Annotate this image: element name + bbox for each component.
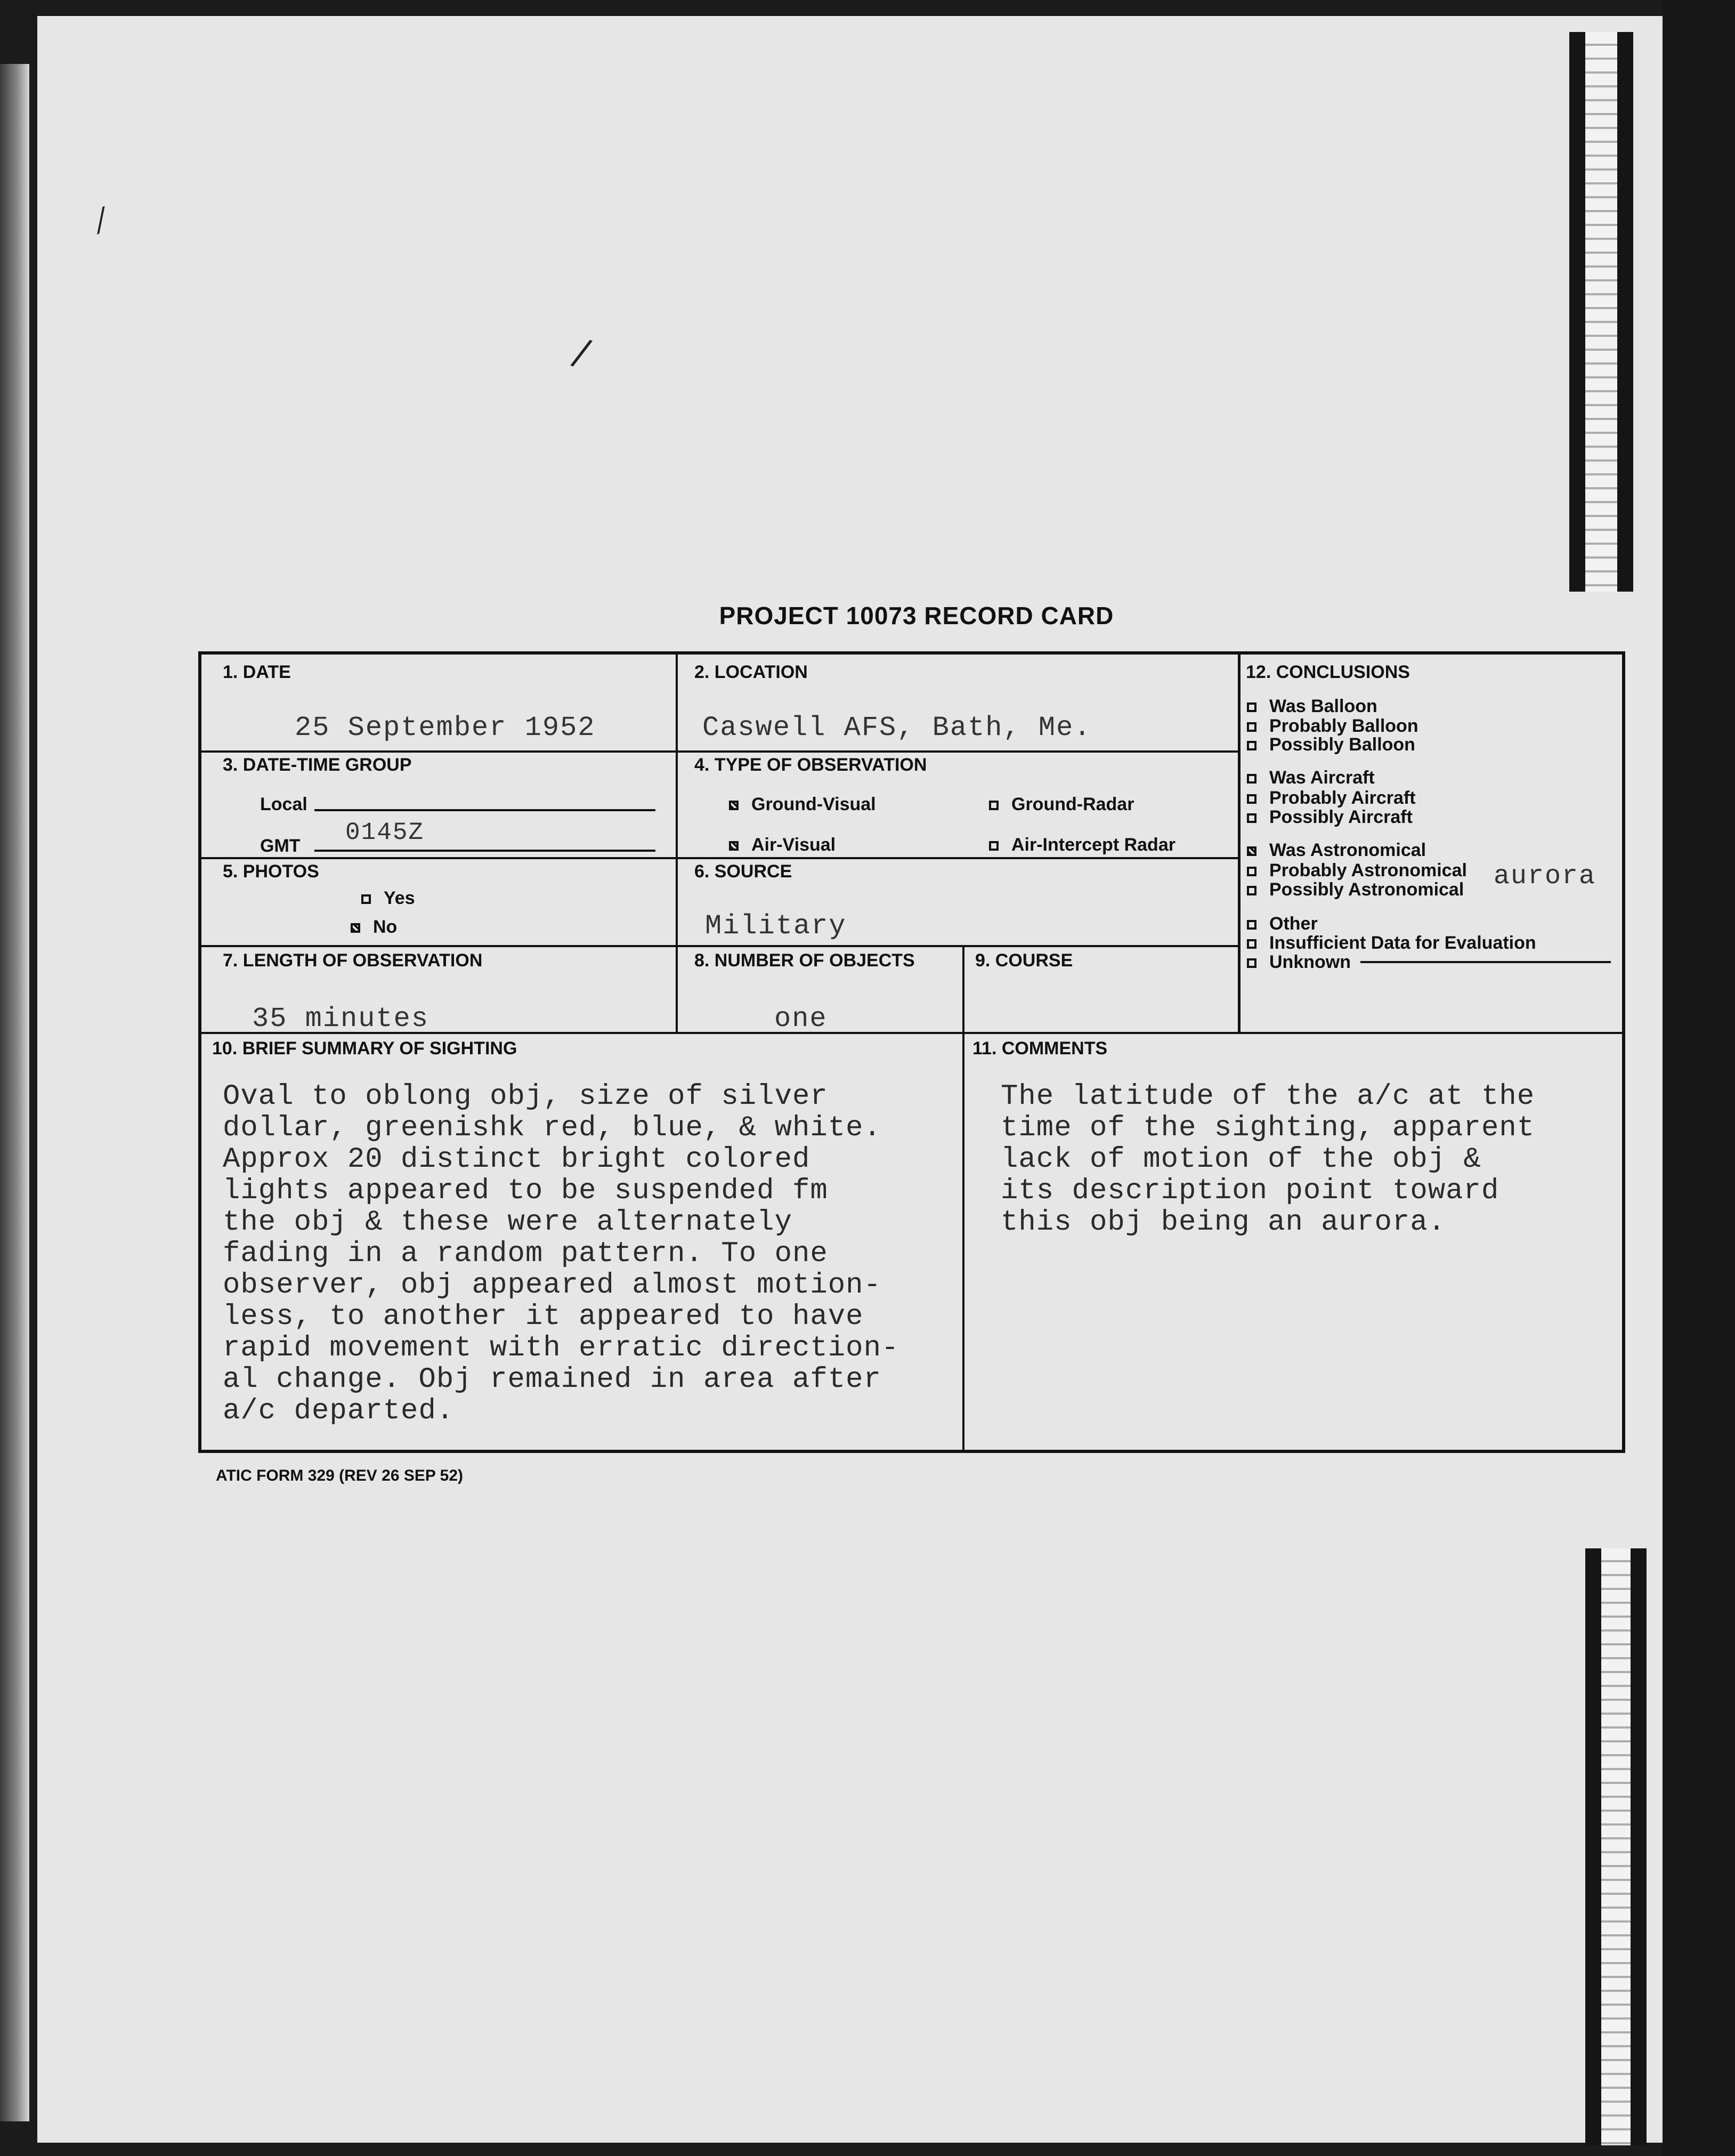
conclusion-item: Insufficient Data for Evaluation bbox=[1247, 933, 1536, 954]
photos-no: No bbox=[351, 917, 397, 938]
summary-line: the obj & these were alternately bbox=[223, 1206, 792, 1239]
comments-line: time of the sighting, apparent bbox=[1001, 1112, 1535, 1144]
date-value: 25 September 1952 bbox=[295, 712, 596, 744]
pen-mark: / bbox=[568, 329, 595, 375]
checkbox-icon bbox=[989, 841, 999, 851]
source-value: Military bbox=[705, 910, 847, 942]
form-number: ATIC FORM 329 (REV 26 SEP 52) bbox=[216, 1467, 464, 1484]
location-value: Caswell AFS, Bath, Me. bbox=[702, 712, 1092, 744]
summary-line: al change. Obj remained in area after bbox=[223, 1363, 881, 1396]
comments-line: this obj being an aurora. bbox=[1001, 1206, 1446, 1239]
gmt-label: GMT bbox=[260, 836, 301, 856]
checkbox-icon bbox=[1247, 741, 1256, 750]
checkbox-icon bbox=[1247, 958, 1256, 968]
conclusions-label: 12. CONCLUSIONS bbox=[1246, 662, 1410, 682]
type-label: 4. TYPE OF OBSERVATION bbox=[694, 755, 927, 775]
length-value: 35 minutes bbox=[252, 1003, 429, 1035]
conclusion-item: Probably Aircraft bbox=[1247, 788, 1416, 809]
conclusion-item: Was Balloon bbox=[1247, 696, 1377, 717]
right-edge bbox=[1663, 0, 1735, 2156]
type-ground-radar: Ground-Radar bbox=[989, 794, 1134, 815]
summary-line: rapid movement with erratic direction- bbox=[223, 1332, 899, 1364]
location-label: 2. LOCATION bbox=[694, 662, 808, 682]
divider bbox=[962, 1032, 964, 1450]
conclusion-item: Possibly Astronomical bbox=[1247, 879, 1464, 900]
conclusion-item: Was Astronomical bbox=[1247, 840, 1426, 861]
local-line bbox=[314, 809, 655, 811]
gmt-line bbox=[314, 850, 655, 852]
dtg-label: 3. DATE-TIME GROUP bbox=[223, 755, 412, 775]
summary-line: lights appeared to be suspended fm bbox=[223, 1175, 828, 1207]
checkbox-icon bbox=[1247, 774, 1256, 784]
divider bbox=[962, 945, 964, 1032]
checkbox-icon bbox=[1247, 939, 1256, 949]
photos-yes: Yes bbox=[361, 888, 415, 909]
summary-line: observer, obj appeared almost motion- bbox=[223, 1269, 881, 1302]
comments-line: lack of motion of the obj & bbox=[1001, 1143, 1481, 1176]
summary-label: 10. BRIEF SUMMARY OF SIGHTING bbox=[212, 1038, 517, 1059]
checked-box-icon bbox=[1247, 846, 1256, 856]
comments-line: its description point toward bbox=[1001, 1175, 1499, 1207]
summary-line: Oval to oblong obj, size of silver bbox=[223, 1080, 828, 1113]
date-label: 1. DATE bbox=[223, 662, 291, 682]
source-label: 6. SOURCE bbox=[694, 861, 792, 882]
summary-line: a/c departed. bbox=[223, 1395, 455, 1427]
local-label: Local bbox=[260, 794, 307, 814]
scan-mark: ⁄ bbox=[92, 203, 110, 240]
photos-label: 5. PHOTOS bbox=[223, 861, 319, 882]
type-air-visual: Air-Visual bbox=[729, 835, 836, 855]
conclusion-item: Probably Astronomical bbox=[1247, 860, 1467, 881]
checkbox-icon bbox=[1247, 722, 1256, 732]
card-title: PROJECT 10073 RECORD CARD bbox=[719, 602, 1114, 629]
other-line bbox=[1360, 961, 1611, 963]
type-ground-visual: Ground-Visual bbox=[729, 794, 876, 815]
checked-box-icon bbox=[729, 801, 739, 810]
checkbox-icon bbox=[1247, 702, 1256, 712]
divider bbox=[201, 945, 1238, 947]
summary-line: less, to another it appeared to have bbox=[223, 1301, 864, 1333]
gmt-value: 0145Z bbox=[345, 819, 425, 846]
checkbox-icon bbox=[1247, 813, 1256, 823]
conclusion-item: Possibly Balloon bbox=[1247, 734, 1415, 755]
type-air-intercept-radar: Air-Intercept Radar bbox=[989, 835, 1175, 855]
binding-strip-bottom bbox=[1585, 1548, 1647, 2145]
summary-line: fading in a random pattern. To one bbox=[223, 1238, 828, 1270]
summary-text bbox=[223, 1081, 899, 1427]
checked-box-icon bbox=[729, 841, 739, 851]
divider bbox=[201, 750, 1238, 753]
checkbox-icon bbox=[1247, 886, 1256, 895]
course-label: 9. COURSE bbox=[975, 950, 1073, 971]
checkbox-icon bbox=[1247, 867, 1256, 876]
conclusion-item: Possibly Aircraft bbox=[1247, 807, 1413, 828]
conclusion-item: Probably Balloon bbox=[1247, 716, 1418, 737]
summary-line: Approx 20 distinct bright colored bbox=[223, 1143, 810, 1176]
conclusion-item: Other bbox=[1247, 914, 1318, 934]
conclusion-item: Was Aircraft bbox=[1247, 768, 1375, 788]
record-card bbox=[198, 651, 1625, 1453]
checked-box-icon bbox=[351, 923, 360, 933]
number-label: 8. NUMBER OF OBJECTS bbox=[694, 950, 915, 971]
aurora-note: aurora bbox=[1494, 861, 1596, 892]
checkbox-icon bbox=[1247, 920, 1256, 930]
binding-strip-top bbox=[1569, 32, 1633, 592]
length-label: 7. LENGTH OF OBSERVATION bbox=[223, 950, 483, 971]
divider bbox=[201, 857, 1238, 859]
divider bbox=[676, 655, 678, 1033]
comments-line: The latitude of the a/c at the bbox=[1001, 1080, 1535, 1113]
divider bbox=[1238, 655, 1241, 1033]
conclusion-item: Unknown bbox=[1247, 952, 1351, 973]
summary-line: dollar, greenishk red, blue, & white. bbox=[223, 1112, 881, 1144]
comments-label: 11. COMMENTS bbox=[972, 1038, 1108, 1059]
checkbox-icon bbox=[1247, 794, 1256, 804]
checkbox-icon bbox=[989, 801, 999, 810]
number-value: one bbox=[774, 1003, 828, 1035]
checkbox-icon bbox=[361, 894, 371, 904]
left-shadow bbox=[0, 64, 29, 2121]
comments-text bbox=[1001, 1081, 1535, 1238]
